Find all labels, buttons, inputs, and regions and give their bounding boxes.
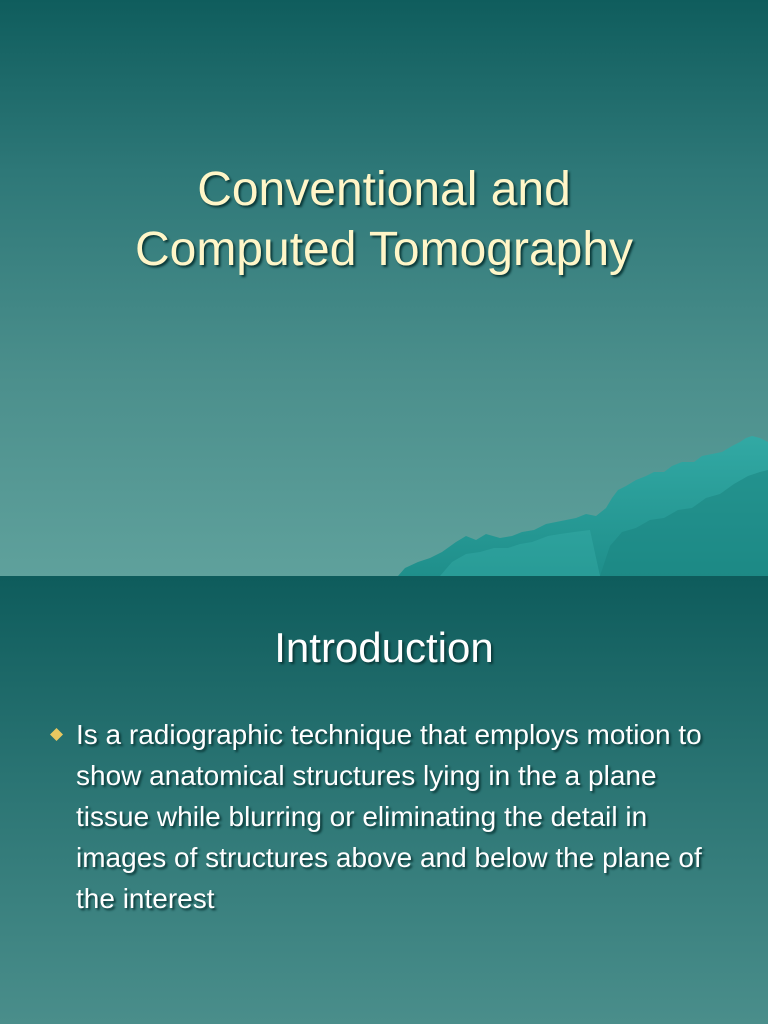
slide-title-line-1: Conventional and [197,163,571,216]
slide-heading: Introduction [274,624,494,671]
slide-title-line-2: Computed Tomography [134,223,634,276]
bullet-item [44,714,734,919]
bullet-text: Is a radiographic technique that employs motion to show anatomical structures lying in the a plane tissue while blurring or eliminating the detail in images of structures above and below the plane of the interest [76,719,702,914]
mountain-silhouette [0,436,768,576]
slide-title [0,160,768,280]
diamond-bullet-icon [50,728,63,741]
bullet-list [44,714,734,919]
intro-slide [0,576,768,1024]
